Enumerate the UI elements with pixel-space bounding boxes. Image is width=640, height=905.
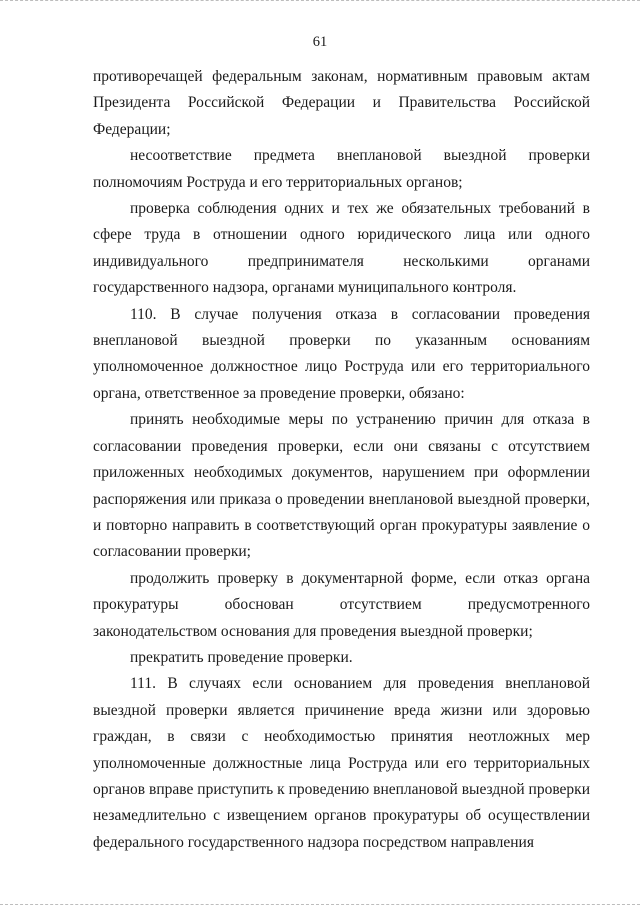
paragraph-documentary-form: продолжить проверку в документарной форме, если отказ органа прокуратуры обоснован отсутствием предусмотренного законодательством основания для проведения выездной проверки;: [93, 569, 590, 640]
paragraph-clause-111: 111. В случаях если основанием для проведения внеплановой выездной проверки является причинение вреда жизни или здоровью граждан, в связи с необходимостью принятия неотложных мер уполномоченные должностные лица Роструда или его территориальных органов вправе приступить к проведению внеплановой выездной проверки незамедлительно с извещением органов прокуратуры об осуществлении федерального государственного надзора посредством направления: [93, 675, 590, 851]
scan-edge-bottom: [0, 890, 640, 905]
document-body: [93, 64, 590, 856]
page-number: 61: [312, 34, 328, 50]
paragraph-continuation: противоречащей федеральным законам, нормативным правовым актам Президента Российской Федерации и Правительства Российской Федерации;: [93, 68, 590, 138]
scan-edge-top: [0, 0, 640, 19]
paragraph-mismatch-subject: несоответствие предмета внеплановой выездной проверки полномочиям Роструда и его территориальных органов;: [93, 147, 590, 191]
paragraph-terminate: прекратить проведение проверки.: [130, 648, 353, 666]
paragraph-clause-110: 110. В случае получения отказа в согласовании проведения внеплановой выездной проверки по указанным основаниям уполномоченное должностное лицо Роструда или его территориального органа, ответственное за проведение проверки, обязано:: [93, 305, 590, 402]
paragraph-take-measures: принять необходимые меры по устранению причин для отказа в согласовании проведения проверки, если они связаны с отсутствием приложенных необходимых документов, нарушением при оформлении распоряжения или приказа о проведении внеплановой выездной проверки, и повторно направить в соответствующий орган прокуратуры заявление о согласовании проверки;: [93, 411, 590, 561]
paragraph-duplicate-check: проверка соблюдения одних и тех же обязательных требований в сфере труда в отношении одного юридического лица или одного индивидуального предпринимателя несколькими органами государственного надзора, органами муниципального контроля.: [93, 200, 590, 297]
